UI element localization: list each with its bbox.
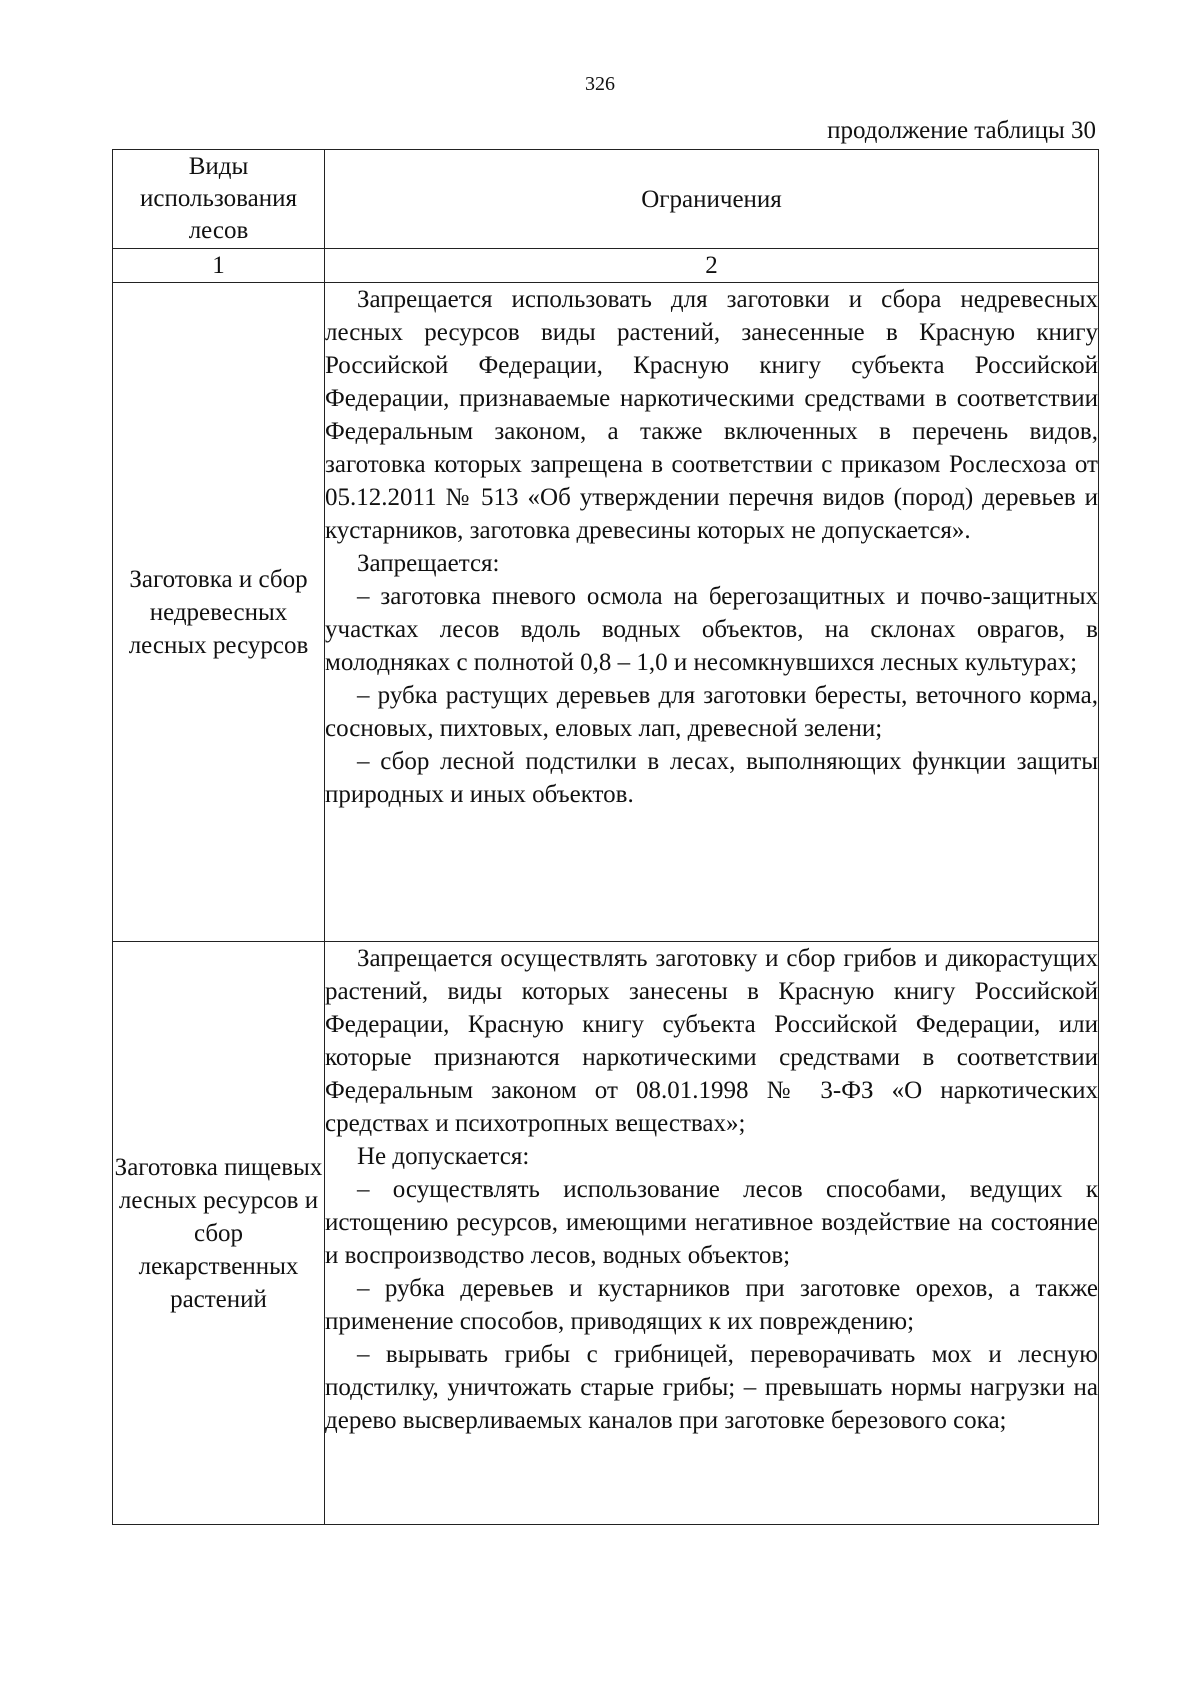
restriction-paragraph: – рубка растущих деревьев для заготовки бересты, веточного корма, сосновых, пихтовых, еловых лап, древесной зелени;	[325, 682, 1098, 742]
restrictions-cell	[325, 283, 1099, 942]
usage-type-cell: Заготовка и сбор недревесных лесных ресурсов	[113, 283, 325, 942]
restriction-paragraph: – вырывать грибы с грибницей, переворачивать мох и лесную подстилку, уничтожать старые грибы; – превышать нормы нагрузки на дерево высверливаемых каналов при заготовке березового сока;	[325, 1341, 1098, 1434]
column-number-row	[113, 249, 1099, 283]
table-header-row	[113, 150, 1099, 249]
page-number: 326	[585, 73, 615, 95]
restriction-paragraph: – рубка деревьев и кустарников при заготовке орехов, а также применение способов, приводящих к их повреждению;	[325, 1275, 1098, 1335]
table-continuation-caption: продолжение таблицы 30	[827, 117, 1096, 144]
usage-type-cell: Заготовка пищевых лесных ресурсов и сбор лекарственных растений	[113, 942, 325, 1525]
table-row	[113, 283, 1099, 942]
restrictions-table	[112, 149, 1099, 1525]
column-number-1: 1	[113, 249, 325, 283]
restriction-paragraph: Запрещается:	[357, 550, 500, 577]
header-restrictions: Ограничения	[325, 150, 1099, 249]
restriction-paragraph: – сбор лесной подстилки в лесах, выполняющих функции защиты природных и иных объектов.	[325, 748, 1098, 808]
header-usage-types: Виды использования лесов	[113, 150, 325, 249]
restriction-paragraph: – заготовка пневого осмола на берегозащитных и почво-защитных участках лесов вдоль водных объектов, на склонах оврагов, в молодняках с полнотой 0,8 – 1,0 и несомкнувшихся лесных культурах;	[325, 583, 1098, 676]
restriction-paragraph: – осуществлять использование лесов способами, ведущих к истощению ресурсов, имеющими негативное воздействие на состояние и воспроизводство лесов, водных объектов;	[325, 1176, 1098, 1269]
table-row	[113, 942, 1099, 1525]
column-number-2: 2	[325, 249, 1099, 283]
restriction-paragraph: Запрещается осуществлять заготовку и сбор грибов и дикорастущих растений, виды которых занесены в Красную книгу Российской Федерации, Красную книгу субъекта Российской Федерации, или которые признаются наркотическими средствами в соответствии Федеральным законом от 08.01.1998 № 3-ФЗ «О наркотических средствах и психотропных веществах»;	[325, 945, 1098, 1137]
restriction-paragraph: Запрещается использовать для заготовки и сбора недревесных лесных ресурсов виды растений, занесенные в Красную книгу Российской Федерации, Красную книгу субъекта Российской Федерации, признаваемые наркотическими средствами в соответствии Федеральным законом, а также включенных в перечень видов, заготовка которых запрещена в соответствии с приказом Рослесхоза от 05.12.2011 № 513 «Об утверждении перечня видов (пород) деревьев и кустарников, заготовка древесины которых не допускается».	[325, 286, 1098, 544]
restriction-paragraph: Не допускается:	[357, 1143, 530, 1170]
restrictions-cell	[325, 942, 1099, 1525]
